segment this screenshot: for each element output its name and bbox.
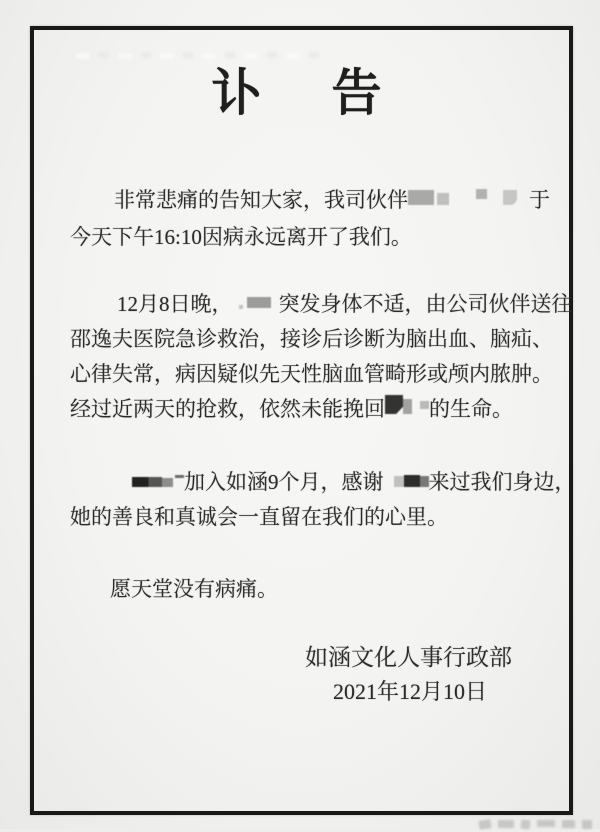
- paragraph-tribute: [70, 465, 576, 535]
- paragraph-incident: [70, 287, 573, 427]
- redaction-name-block: [385, 395, 429, 414]
- text-line: [70, 322, 553, 357]
- text-segment: 12月8日晚，: [117, 292, 233, 316]
- text-segment: 她的善良和真诚会一直留在我们的心里。: [70, 505, 448, 529]
- document-frame: [30, 26, 576, 815]
- text-segment: 非常悲痛的告知大家，我司伙伴: [114, 188, 408, 212]
- document-content: [34, 30, 576, 811]
- redaction-name-block: [132, 475, 184, 490]
- text-segment: 经过近两天的抢救，依然未能挽回: [70, 397, 385, 421]
- redaction-name-block: [394, 475, 429, 488]
- watermark-fragment: [479, 820, 592, 832]
- text-segment: 愿天堂没有病痛。: [110, 577, 278, 601]
- text-segment: 加入如涵9个月，感谢: [184, 470, 384, 494]
- text-line: [70, 500, 542, 535]
- notice-date: 2021年12月10日: [332, 679, 487, 704]
- text-segment: 今天下午16:10因病永远离开了我们。: [70, 225, 412, 249]
- redaction-name-block: [408, 189, 517, 205]
- text-segment: 邵逸夫医院急诊救治，接诊后诊断为脑出血、脑疝、: [70, 327, 553, 351]
- text-segment: 的生命。: [429, 397, 513, 421]
- redaction-name-block: [233, 297, 279, 310]
- text-line: [70, 465, 576, 500]
- paragraph-closing: [70, 572, 542, 607]
- notice-title: 讣 告: [211, 65, 392, 121]
- text-line: [70, 357, 553, 392]
- text-segment: 突发身体不适，由公司伙伴送往: [278, 292, 573, 316]
- signature-department: 如涵文化人事行政部: [305, 645, 512, 670]
- text-segment: 心律失常，病因疑似先天性脑血管畸形或颅内脓肿。: [70, 362, 553, 386]
- text-line: [70, 287, 573, 322]
- text-line: [70, 219, 542, 256]
- text-segment: 来过我们身边，: [428, 470, 576, 494]
- text-line: [70, 392, 542, 427]
- text-segment: 于: [529, 188, 550, 212]
- paragraph-announcement: [70, 182, 550, 256]
- text-line: [70, 182, 550, 219]
